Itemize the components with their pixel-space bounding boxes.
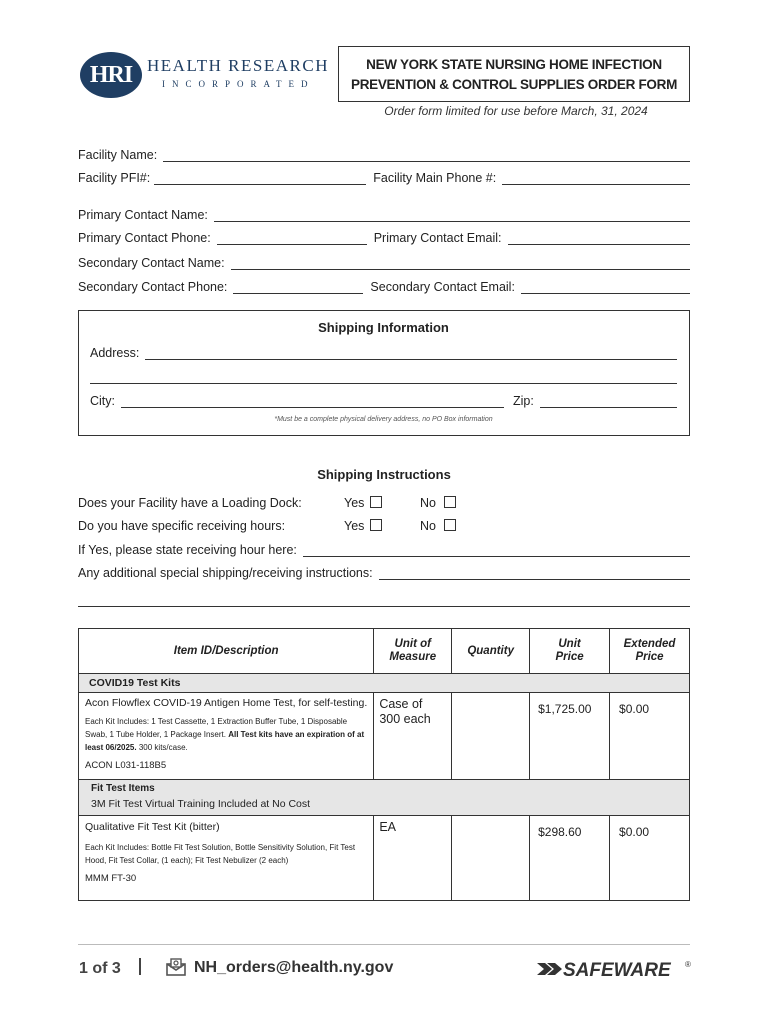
form-title-line2: PREVENTION & CONTROL SUPPLIES ORDER FORM bbox=[350, 77, 678, 92]
logo-name: HEALTH RESEARCH bbox=[147, 56, 329, 75]
safeware-logo bbox=[535, 957, 695, 981]
address-row bbox=[90, 346, 677, 360]
primary-name-field[interactable] bbox=[214, 209, 690, 222]
primary-email-field[interactable] bbox=[508, 232, 690, 245]
loading-dock-yes-checkbox[interactable] bbox=[370, 496, 382, 508]
form-title-line1: NEW YORK STATE NURSING HOME INFECTION bbox=[366, 57, 662, 72]
form-title bbox=[338, 46, 690, 102]
facility-pfi-row bbox=[78, 171, 690, 185]
shipping-instructions-title: Shipping Instructions bbox=[317, 467, 451, 482]
secondary-name-label: Secondary Contact Name: bbox=[78, 256, 225, 270]
shipping-information-box bbox=[78, 310, 690, 436]
address-field-line2[interactable] bbox=[90, 371, 677, 384]
receiving-hours-no-checkbox[interactable] bbox=[444, 519, 456, 531]
footer-divider bbox=[78, 944, 690, 945]
facility-phone-label: Facility Main Phone #: bbox=[373, 171, 497, 185]
header-unit-line2: Measure bbox=[389, 651, 437, 663]
order-items-table bbox=[78, 628, 690, 901]
category-covid-label: COVID19 Test Kits bbox=[79, 674, 690, 693]
city-zip-row bbox=[90, 394, 677, 408]
item2-quantity[interactable] bbox=[452, 816, 530, 901]
additional-instructions-field-line2[interactable] bbox=[78, 594, 690, 607]
receiving-hours-yes-checkbox[interactable] bbox=[370, 519, 382, 531]
primary-phone-label: Primary Contact Phone: bbox=[78, 231, 211, 245]
email-icon bbox=[166, 958, 186, 976]
loading-dock-no-label: No bbox=[420, 496, 436, 510]
item2-unit-price: $298.60 bbox=[530, 816, 610, 901]
secondary-email-label: Secondary Contact Email: bbox=[370, 280, 515, 294]
loading-dock-yes[interactable] bbox=[344, 496, 382, 510]
safeware-wordmark: SAFEWARE bbox=[563, 960, 671, 981]
header-unit-price-line2: Price bbox=[555, 651, 584, 663]
facility-phone-field[interactable] bbox=[502, 172, 690, 185]
additional-instructions-label: Any additional special shipping/receiving instructions: bbox=[78, 566, 373, 580]
footer-separator bbox=[139, 958, 141, 975]
secondary-phone-field[interactable] bbox=[233, 281, 363, 294]
header-unit bbox=[374, 629, 452, 674]
item2-extended-price: $0.00 bbox=[610, 816, 690, 901]
shipping-information-title: Shipping Information bbox=[318, 320, 449, 335]
loading-dock-no-checkbox[interactable] bbox=[444, 496, 456, 508]
secondary-email-field[interactable] bbox=[521, 281, 690, 294]
item1-desc-bold: All Test kits have an expiration of at least 06/2025. bbox=[85, 730, 365, 752]
item2-sku: MMM FT-30 bbox=[85, 873, 137, 884]
city-label: City: bbox=[90, 394, 115, 408]
additional-instructions-row bbox=[78, 566, 690, 580]
header-extended-price-line2: Price bbox=[635, 651, 664, 663]
table-row bbox=[79, 693, 690, 780]
category-row-covid bbox=[79, 674, 690, 693]
secondary-name-field[interactable] bbox=[231, 257, 690, 270]
facility-name-label: Facility Name: bbox=[78, 148, 158, 162]
primary-name-label: Primary Contact Name: bbox=[78, 208, 208, 222]
address-note: *Must be a complete physical delivery address, no PO Box information bbox=[274, 416, 493, 423]
header-extended-price-line1: Extended bbox=[623, 638, 676, 650]
primary-phone-row bbox=[78, 231, 690, 245]
item1-description bbox=[79, 693, 374, 780]
table-header-row bbox=[79, 629, 690, 674]
secondary-name-row bbox=[78, 256, 690, 270]
category-fit-test-note: 3M Fit Test Virtual Training Included at No Cost bbox=[91, 798, 311, 810]
item1-extended-price: $0.00 bbox=[610, 693, 690, 780]
item2-desc: Each Kit Includes: Bottle Fit Test Solution, Bottle Sensitivity Solution, Fit Test Hood, Fit Test Collar, (1 each); Fit Test Nebulizer (2 each) bbox=[85, 843, 356, 865]
receiving-hours-no[interactable] bbox=[420, 519, 456, 533]
page-number: 1 of 3 bbox=[79, 960, 121, 977]
city-field[interactable] bbox=[121, 395, 504, 408]
receiving-hours-yes-label: Yes bbox=[344, 519, 365, 533]
item1-name: Acon Flowflex COVID-19 Antigen Home Test, for self-testing. bbox=[85, 697, 368, 709]
secondary-phone-row bbox=[78, 280, 690, 294]
item1-unit-price: $1,725.00 bbox=[530, 693, 610, 780]
item1-sku: ACON L031-118B5 bbox=[85, 760, 167, 771]
header-quantity: Quantity bbox=[452, 629, 530, 674]
header-unit-price-line1: Unit bbox=[558, 638, 581, 650]
hri-logo-mark: HRI bbox=[80, 52, 142, 98]
loading-dock-question: Does your Facility have a Loading Dock: bbox=[78, 496, 302, 510]
facility-name-field[interactable] bbox=[163, 149, 690, 162]
primary-phone-field[interactable] bbox=[217, 232, 367, 245]
header-extended-price bbox=[610, 629, 690, 674]
item1-unit-line2: 300 each bbox=[379, 712, 431, 726]
primary-email-label: Primary Contact Email: bbox=[373, 231, 502, 245]
header-unit-price bbox=[530, 629, 610, 674]
receiving-hour-field[interactable] bbox=[303, 544, 690, 557]
item2-unit: EA bbox=[374, 816, 452, 901]
receiving-hour-row bbox=[78, 543, 690, 557]
item1-unit bbox=[374, 693, 452, 780]
table-row bbox=[79, 816, 690, 901]
receiving-hours-question: Do you have specific receiving hours: bbox=[78, 519, 286, 533]
additional-instructions-field[interactable] bbox=[379, 567, 690, 580]
receiving-hours-no-label: No bbox=[420, 519, 436, 533]
header-unit-line1: Unit of bbox=[394, 638, 431, 650]
header-item: Item ID/Description bbox=[79, 629, 374, 674]
limit-note: Order form limited for use before March, 31, 2024 bbox=[384, 104, 648, 118]
facility-pfi-field[interactable] bbox=[154, 172, 366, 185]
primary-name-row bbox=[78, 208, 690, 222]
item1-quantity[interactable] bbox=[452, 693, 530, 780]
receiving-hours-yes[interactable] bbox=[344, 519, 382, 533]
address-label: Address: bbox=[90, 346, 140, 360]
loading-dock-yes-label: Yes bbox=[344, 496, 365, 510]
address-field[interactable] bbox=[145, 347, 677, 360]
loading-dock-no[interactable] bbox=[420, 496, 456, 510]
facility-name-row bbox=[78, 148, 690, 162]
category-fit-test bbox=[79, 780, 690, 816]
receiving-hour-label: If Yes, please state receiving hour here: bbox=[78, 543, 297, 557]
category-row-fit-test bbox=[79, 780, 690, 816]
logo-subtitle: INCORPORATED bbox=[162, 79, 315, 89]
category-fit-test-label: Fit Test Items bbox=[91, 783, 155, 794]
item1-details bbox=[85, 715, 367, 754]
secondary-phone-label: Secondary Contact Phone: bbox=[78, 280, 228, 294]
order-email[interactable]: NH_orders@health.ny.gov bbox=[194, 959, 394, 976]
safeware-registered: ® bbox=[685, 960, 691, 969]
item1-desc: Each Kit Includes: 1 Test Cassette, 1 Extraction Buffer Tube, 1 Disposable Swab, 1 Tube Holder, 1 Package Insert. bbox=[85, 717, 348, 739]
zip-field[interactable] bbox=[540, 395, 677, 408]
item1-unit-line1: Case of bbox=[379, 697, 423, 711]
item1-desc-tail: 300 kits/case. bbox=[138, 743, 188, 752]
item2-description bbox=[79, 816, 374, 901]
facility-pfi-label: Facility PFI#: bbox=[78, 171, 151, 185]
item2-name: Qualitative Fit Test Kit (bitter) bbox=[85, 821, 220, 833]
zip-label: Zip: bbox=[513, 394, 534, 408]
